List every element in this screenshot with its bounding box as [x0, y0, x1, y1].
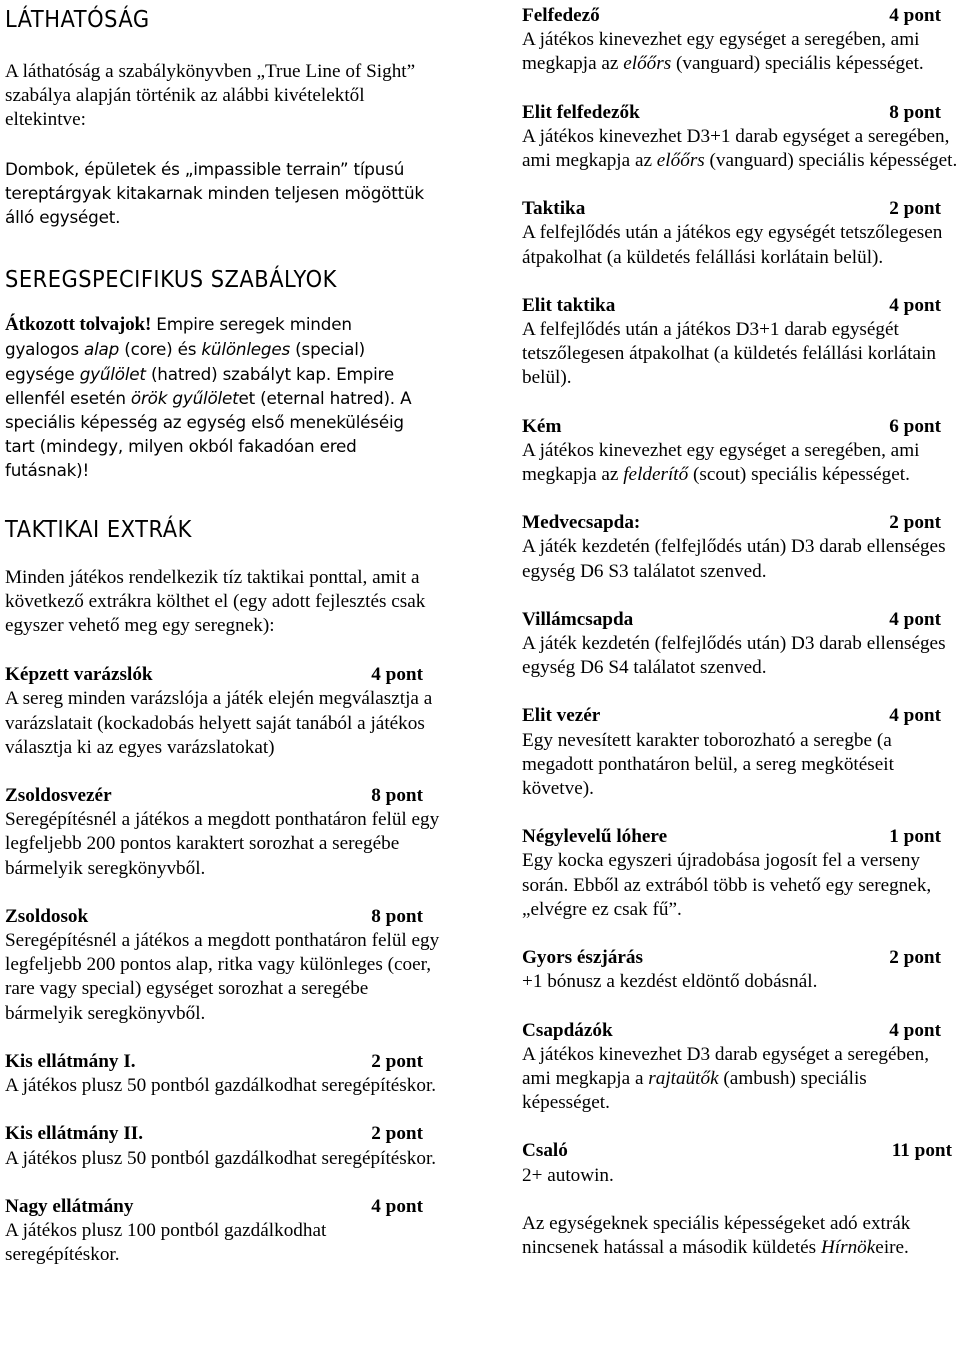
extra-description: A játékos plusz 50 pontból gazdálkodhat seregépítéskor.	[5, 1075, 437, 1097]
extra-item	[5, 1122, 445, 1170]
extra-description: A sereg minden varázslója a játék elején megválasztja a varázslatait (kockadobás helyett saját tanából a játékos választja ki az egyes varázslatokat)	[5, 688, 433, 758]
extra-cost: 2 pont	[371, 1050, 423, 1072]
extra-name: Kis ellátmány II.	[5, 1123, 144, 1145]
extra-description: A játékos kinevezhet egy egységet a seregében, ami megkapja az felderítő (scout) speciális képességet.	[522, 439, 920, 486]
extra-item	[522, 946, 958, 994]
tactical-intro: Minden játékos rendelkezik tíz taktikai ponttal, amit a következő extrákra költhet el (egy adott fejlesztés csak egyszer vehető meg egy seregnek):	[5, 566, 426, 637]
extra-name: Csapdázók	[522, 1019, 613, 1041]
extra-description: A játékos kinevezhet D3 darab egységet a seregében, ami megkapja a rajtaütők (ambush) speciális képességet.	[522, 1043, 930, 1114]
extra-cost: 2 pont	[889, 198, 941, 220]
extra-name: Zsoldosvezér	[5, 785, 112, 807]
extra-item	[5, 1050, 445, 1098]
visibility-paragraph-1: A láthatóság a szabálykönyvben „True Line of Sight” szabálya alapján történik az alábbi kivételektől eltekintve:	[5, 61, 416, 131]
extra-description: A játékos plusz 50 pontból gazdálkodhat seregépítéskor.	[5, 1147, 437, 1169]
extra-description: 2+ autowin.	[522, 1164, 614, 1186]
extra-description: A játékos kinevezhet D3+1 darab egységet a seregében, ami megkapja az előőrs (vanguard) speciális képességet.	[522, 125, 958, 172]
extra-cost: 1 pont	[889, 826, 941, 848]
extra-item	[522, 294, 958, 391]
extra-name: Zsoldosok	[5, 905, 89, 927]
extra-item	[5, 663, 445, 760]
extra-cost: 4 pont	[889, 608, 941, 630]
extra-description: A játékos plusz 100 pontból gazdálkodhat seregépítéskor.	[5, 1219, 327, 1266]
extra-cost: 4 pont	[889, 294, 941, 316]
extra-name: Négylevelű lóhere	[522, 826, 668, 848]
extra-name: Gyors észjárás	[522, 947, 643, 969]
extra-description: A felfejlődés után a játékos D3+1 darab egységét tetszőlegesen átpakolhat (a küldetés felállási korlátain belül).	[522, 319, 936, 389]
extra-description: Seregépítésnél a játékos a megdott ponthatáron felül egy legfeljebb 200 pontos alap, ritka vagy különleges (coer, rare vagy special) egységet sorozhat a seregébe bármelyik seregkönyvből.	[5, 930, 440, 1024]
extra-item	[522, 1139, 958, 1187]
left-column	[5, 0, 445, 1267]
extra-name: Elit taktika	[522, 294, 616, 316]
extra-description: Egy kocka egyszeri újradobása jogosít fel a verseny során. Ebből az extrából több is vehető egy seregnek, „elvégre ez csak fű”.	[522, 850, 932, 920]
extra-item	[5, 1195, 445, 1268]
extra-item	[522, 197, 958, 270]
extra-description: +1 bónusz a kezdést eldöntő dobásnál.	[522, 971, 818, 993]
extra-cost: 4 pont	[889, 5, 941, 26]
extra-item	[522, 704, 958, 801]
extra-cost: 4 pont	[889, 705, 941, 727]
extra-cost: 4 pont	[889, 1019, 941, 1041]
tactical-extras-heading: TAKTIKAI EXTRÁK	[5, 515, 192, 542]
extra-item	[5, 905, 445, 1026]
extra-description: A játék kezdetén (felfejlődés után) D3 darab ellenséges egység D6 S4 találatot szenved.	[522, 633, 946, 679]
extra-name: Villámcsapda	[522, 608, 634, 630]
extra-cost: 8 pont	[889, 101, 941, 123]
extra-item	[5, 784, 445, 881]
right-column	[522, 4, 958, 1260]
extra-cost: 4 pont	[371, 1195, 423, 1217]
army-rules-heading: SEREGSPECIFIKUS SZABÁLYOK	[5, 266, 337, 293]
extra-item	[522, 511, 958, 584]
extra-name: Kém	[522, 415, 562, 437]
extra-cost: 8 pont	[371, 785, 423, 807]
extra-description: A játékos kinevezhet egy egységet a seregében, ami megkapja az előőrs (vanguard) speciális képességet.	[522, 29, 924, 75]
extra-cost: 11 pont	[891, 1140, 952, 1162]
extra-cost: 8 pont	[371, 905, 423, 927]
extra-description: A játék kezdetén (felfejlődés után) D3 darab ellenséges egység D6 S3 találatot szenved.	[522, 536, 946, 582]
extra-name: Taktika	[522, 198, 586, 220]
extra-description: Egy nevesített karakter toborozható a seregbe (a megadott ponthatáron belül, a sereg megkötéseit követve).	[522, 729, 894, 800]
extra-item	[522, 608, 958, 681]
extra-description: Seregépítésnél a játékos a megdott ponthatáron felül egy legfeljebb 200 pontos karaktert sorozhat a seregébe bármelyik seregkönyvből.	[5, 809, 440, 879]
extra-item	[522, 825, 958, 922]
extra-item	[522, 415, 958, 488]
extra-item	[522, 101, 958, 174]
extra-description: A felfejlődés után a játékos egy egységét tetszőlegesen átpakolhat (a küldetés felállási korlátain belül).	[522, 222, 943, 268]
extra-name: Elit felfedezők	[522, 101, 640, 123]
footer-note: Az egységeknek speciális képességeket adó extrák nincsenek hatással a második küldetés Hírnökeire.	[522, 1212, 911, 1258]
visibility-heading: LÁTHATÓSÁG	[5, 6, 150, 33]
extra-cost: 2 pont	[889, 512, 941, 534]
extra-cost: 6 pont	[889, 415, 941, 437]
extra-cost: 4 pont	[371, 664, 423, 686]
visibility-paragraph-2: Dombok, épületek és „impassible terrain” típusú tereptárgyak kitakarnak minden teljesen mögöttük álló egységet.	[5, 158, 424, 228]
extra-item	[522, 4, 958, 77]
extra-name: Elit vezér	[522, 705, 601, 727]
tactical-items-left	[5, 663, 445, 1267]
army-rules-title: Átkozott tolvajok!	[5, 314, 152, 336]
extra-item	[522, 1019, 958, 1116]
army-rules-paragraph: Átkozott tolvajok! Empire seregek minden gyalogos alap (core) és különleges (special) egysége gyűlölet (hatred) szabályt kap. Empire ellenfél esetén örök gyűlöletet (eternal hatred). A speciális képesség az egység első meneküléséig tart (mindegy, milyen okból fakadóan ered futásnak)!	[5, 314, 412, 481]
extra-cost: 2 pont	[889, 947, 941, 969]
extra-name: Képzett varázslók	[5, 664, 153, 686]
extra-name: Medvecsapda:	[522, 512, 641, 534]
extra-cost: 2 pont	[371, 1123, 423, 1145]
extra-name: Csaló	[522, 1140, 568, 1162]
extra-name: Felfedező	[522, 5, 600, 26]
extra-name: Kis ellátmány I.	[5, 1050, 136, 1072]
extra-name: Nagy ellátmány	[5, 1195, 134, 1217]
